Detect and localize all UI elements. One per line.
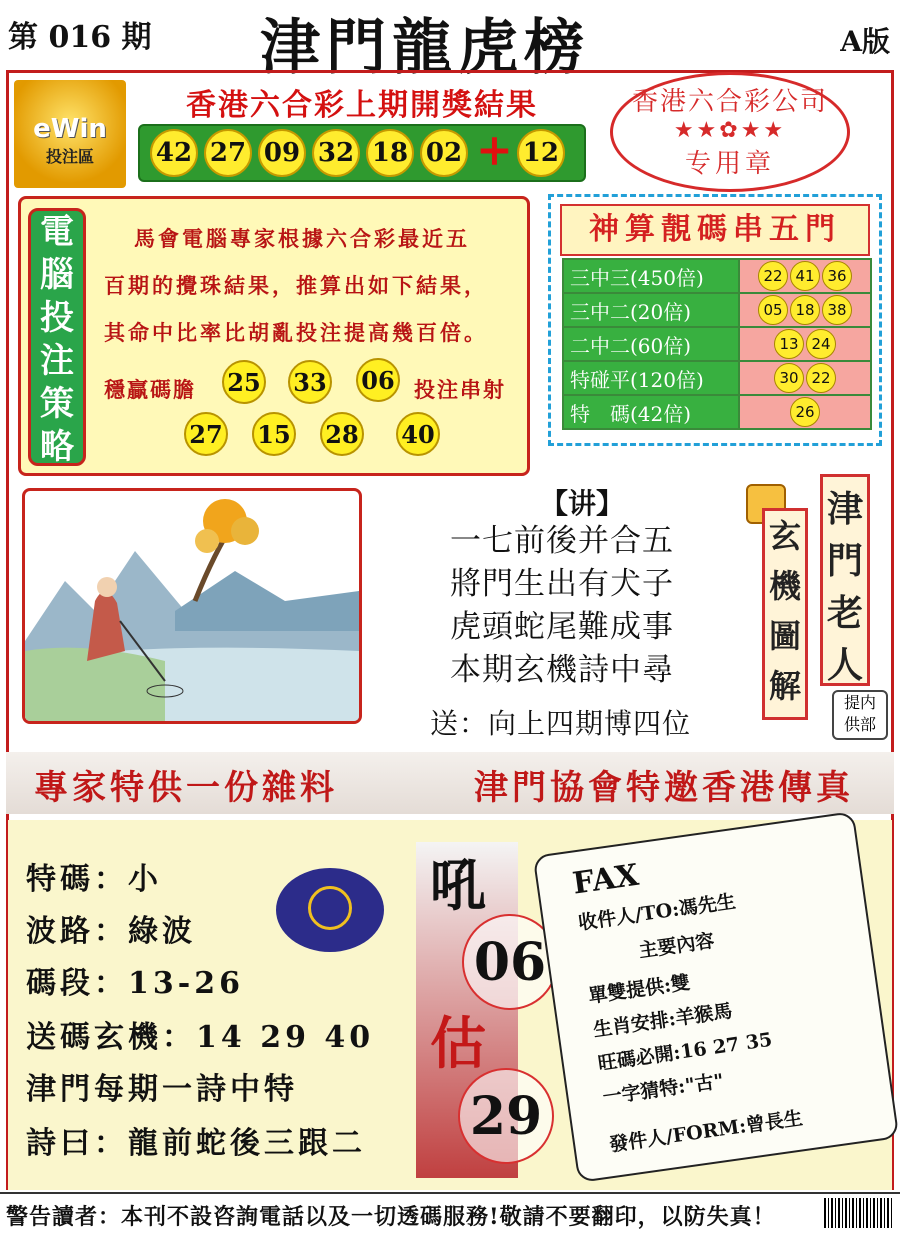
row-numbers: [739, 327, 871, 361]
fax-line: 旺碼必開:16 27 35: [596, 1028, 774, 1075]
poem-line: 虎頭蛇尾難成事: [450, 609, 674, 645]
page-title: 津門龍虎榜: [260, 13, 590, 83]
row-label: 特 碼(42倍): [563, 395, 739, 429]
strategy-ball: 25: [222, 360, 266, 404]
number-ball: 26: [790, 397, 820, 427]
strategy-line: 其命中比率比胡亂投注提高幾百倍。: [104, 320, 488, 345]
jinmen-char: 津: [826, 488, 863, 530]
xuanji-char: 解: [768, 667, 801, 705]
row-label: 三中三(450倍): [563, 259, 739, 293]
xuanji-label: [762, 508, 808, 720]
poem-title: 【讲】: [540, 487, 625, 520]
number-ball: 13: [774, 329, 804, 359]
xuanji-char: 圖: [768, 617, 801, 655]
number-ball: 30: [774, 363, 804, 393]
strategy-ball: 15: [252, 412, 296, 456]
banner-left-text: 專家特供一份雜料: [34, 768, 338, 808]
tip-line: 詩曰：龍前蛇後三跟二: [26, 1126, 366, 1161]
row-numbers: [739, 395, 871, 429]
number-ball: 24: [806, 329, 836, 359]
row-numbers: [739, 361, 871, 395]
strategy-left-label: 穩贏碼膽: [104, 377, 196, 402]
ring-number: 06: [462, 914, 558, 1010]
fax-line: 主要內容: [637, 929, 716, 963]
table-row: [563, 327, 871, 361]
result-ball: 42: [150, 129, 198, 177]
row-label: 特碰平(120倍): [563, 361, 739, 395]
result-ball: 27: [204, 129, 252, 177]
poem-body: [450, 520, 674, 692]
table-row: [563, 361, 871, 395]
strategy-ball: 33: [288, 360, 332, 404]
jinmen-char: 老: [826, 592, 863, 634]
fax-line: 生肖安排:羊猴馬: [591, 1000, 734, 1042]
jinmen-char: 人: [826, 644, 863, 686]
table-row: [563, 395, 871, 429]
tip-line: 波路：綠波: [26, 914, 196, 949]
strategy-line: 馬會電腦專家根據六合彩最近五: [134, 226, 470, 251]
number-ball: 38: [822, 295, 852, 325]
fisherman-illustration: [22, 488, 362, 724]
issue-number: 第 016 期: [8, 20, 152, 55]
special-ball: 12: [517, 129, 565, 177]
special-banner: [6, 752, 894, 814]
strategy-side-label: [28, 208, 86, 466]
magic-numbers-table: [562, 258, 872, 430]
footer-text: 警告讀者：本刊不設咨詢電話以及一切透碼服務!敬請不要翻印，以防失真！: [6, 1204, 776, 1230]
magic-numbers-title: 神算靚碼串五門: [560, 204, 870, 256]
fax-line: 發件人/FORM:曾長生: [608, 1107, 805, 1157]
fax-scroll: [533, 811, 900, 1183]
red-column-char: 估: [430, 1011, 486, 1077]
poem-line: 將門生出有犬子: [450, 566, 674, 602]
xuanji-char: 玄: [768, 517, 801, 555]
row-label: 二中二(60倍): [563, 327, 739, 361]
poem-line: 本期玄機詩中尋: [450, 652, 674, 688]
jinmen-char: 門: [826, 540, 863, 582]
last-result-title: 香港六合彩上期開獎結果: [186, 88, 538, 123]
last-result-bar: [138, 124, 586, 182]
tip-line: 特碼：小: [26, 862, 162, 897]
fax-line: 單雙提供:雙: [587, 971, 692, 1008]
tag-line: 提内: [843, 693, 876, 712]
stamp-top-text: 香港六合彩公司: [631, 87, 828, 117]
result-ball: 02: [420, 129, 468, 177]
number-ball: 36: [822, 261, 852, 291]
internal-tag: [832, 690, 888, 740]
number-ball: 22: [806, 363, 836, 393]
fax-line: 一字猜特:"古": [601, 1069, 726, 1109]
stamp-stars: ★★✿★★: [673, 118, 787, 143]
result-ball: 09: [258, 129, 306, 177]
table-row: [563, 259, 871, 293]
tip-line: 送碼玄機：14 29 40: [26, 1020, 375, 1055]
stamp-bottom-text: 专用章: [684, 149, 775, 179]
company-stamp: [610, 72, 850, 192]
ewin-logo-text: eWin: [33, 114, 107, 144]
side-char: 腦: [40, 255, 74, 295]
strategy-ball: 28: [320, 412, 364, 456]
strategy-line: 百期的攪珠結果，推算出如下結果，: [104, 273, 488, 298]
fax-line: 收件人/TO:馮先生: [576, 890, 738, 935]
side-char: 注: [40, 341, 74, 381]
tip-line: 碼段：13-26: [26, 966, 244, 1001]
jinmen-label: [820, 474, 870, 686]
number-ball: 41: [790, 261, 820, 291]
poem-send-line: 送：向上四期博四位: [430, 707, 692, 740]
fax-head: FAX: [570, 857, 641, 902]
side-char: 投: [40, 298, 74, 338]
tip-line: 津門每期一詩中特: [26, 1072, 298, 1107]
row-label: 三中二(20倍): [563, 293, 739, 327]
strategy-ball: 40: [396, 412, 440, 456]
number-ball: 05: [758, 295, 788, 325]
ewin-logo-sub: 投注區: [45, 147, 94, 166]
edition-label: A版: [840, 25, 890, 58]
footer-warning: [0, 1192, 900, 1236]
table-row: [563, 293, 871, 327]
result-ball: 32: [312, 129, 360, 177]
side-char: 電: [40, 212, 74, 252]
number-ball: 22: [758, 261, 788, 291]
plus-sign: +: [476, 124, 513, 176]
ring-number: 29: [458, 1068, 554, 1164]
strategy-right-label: 投注串射: [414, 377, 506, 402]
number-ball: 18: [790, 295, 820, 325]
side-char: 略: [40, 427, 74, 467]
banner-right-text: 津門協會特邀香港傳真: [474, 768, 854, 808]
emblem-icon: [276, 868, 384, 952]
strategy-description: [104, 215, 514, 356]
poem-line: 一七前後并合五: [450, 523, 674, 559]
landscape-image: [25, 491, 359, 721]
red-column-char: 吼: [430, 853, 486, 919]
tag-line: 供部: [843, 715, 876, 734]
result-ball: 18: [366, 129, 414, 177]
ewin-logo: [14, 80, 126, 188]
strategy-ball: 06: [356, 358, 400, 402]
strategy-ball: 27: [184, 412, 228, 456]
barcode-icon: [824, 1198, 894, 1228]
xuanji-char: 機: [768, 567, 801, 605]
row-numbers: [739, 259, 871, 293]
side-char: 策: [40, 384, 74, 424]
row-numbers: [739, 293, 871, 327]
